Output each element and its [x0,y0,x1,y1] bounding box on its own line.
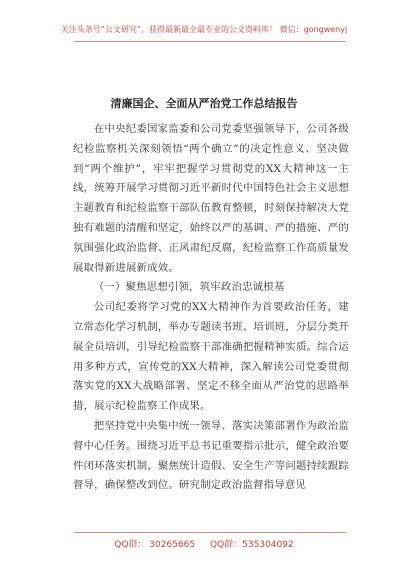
footer-qq-group-1: QQ群： 30265665 [114,540,196,550]
document-title: 清廉国企、全面从严治党工作总结报告 [110,97,298,110]
footer-qq-group-2: QQ群：535304092 [210,540,294,550]
header-divider [74,41,346,42]
document-body [73,120,349,496]
paragraph-study: 公司纪委将学习党的XX大精神作为首要政治任务，建立常态化学习机制，举办专题读书班、培训班，分层分类开展全员培训，引导纪检监察干部准确把握精神实质。综合运用多种方式，宣传党的XX大精神，深入解读公司党委贯彻落实党的XX大战略部署、坚定不移全面从严治党的思路举措，展示纪检监察工作成果。 [73,301,349,413]
section-heading: （一）聚焦思想引领，筑牢政治忠诚根基 [93,281,285,294]
footer-contact [0,537,408,550]
footer-divider [74,532,346,533]
header-promo-text: 关注头条号“公文研究”，获得最新最全最专业的公文资料库！ 微信：gongwenyj [60,25,348,34]
paragraph-intro: 在中央纪委国家监委和公司党委坚强领导下，公司各级纪检监察机关深刻领悟“两个确立”的决定性意义、坚决做到“两个维护”，牢牢把握学习贯彻党的XX大精神这一主线，统筹开展学习贯彻习近平新时代中国特色社会主义思想主题教育和纪检监察干部队伍教育整顿，时刻保持解决大党独有难题的清醒和坚定，始终以严的基调、严的措施、严的氛围强化政治监督、正风肃纪反腐，纪检监察工作高质量发展取得新进展新成效。 [73,123,349,274]
paragraph-supervision: 把坚持党中央集中统一领导、落实决策部署作为政治监督中心任务。围绕习近平总书记重要指示批示，健全政治要件闭环落实机制，聚焦统计造假、安全生产等问题持续跟踪督导，确保整改到位。研究制定政治监督指导意见 [73,419,349,492]
